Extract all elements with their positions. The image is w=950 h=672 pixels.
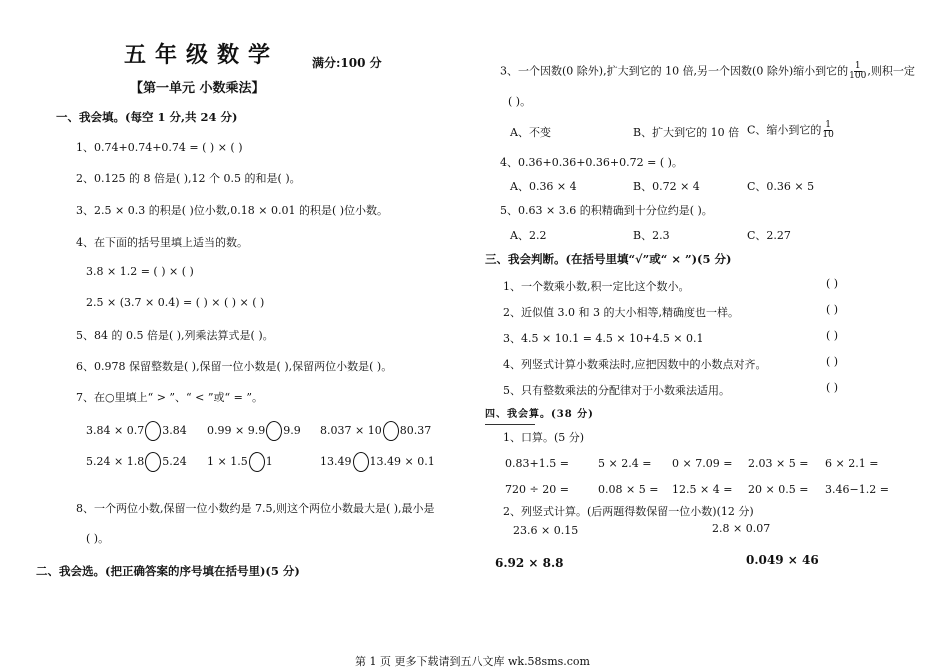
q4b: 2.5 × (3.7 × 0.4) = ( ) × ( ) × ( ) <box>86 296 265 309</box>
compare-left: 13.49 <box>320 455 352 468</box>
vertical-item: 2.8 × 0.07 <box>712 522 771 535</box>
r-q4-opt-b: B、0.72 × 4 <box>633 180 700 193</box>
page-footer: 第 1 页 更多下载请到五八文库 wk.58sms.com <box>355 655 590 668</box>
judge-paren[interactable]: ( ) <box>826 329 839 342</box>
page-title: 五年级数学 <box>124 42 280 68</box>
oral-item: 0 × 7.09 = <box>672 457 733 470</box>
q2: 2、0.125 的 8 倍是( ),12 个 0.5 的和是( )。 <box>76 172 301 185</box>
oral-item: 5 × 2.4 = <box>598 457 652 470</box>
q8-line2: ( )。 <box>86 532 110 545</box>
judge-item-5: 5、只有整数乘法的分配律对于小数乘法适用。 <box>503 384 730 397</box>
compare-left: 3.84 × 0.7 <box>86 424 145 437</box>
q5: 5、84 的 0.5 倍是( ),列乘法算式是( )。 <box>76 329 274 342</box>
compare-right: 80.37 <box>399 424 432 437</box>
compare-item <box>86 421 187 441</box>
vertical-item: 23.6 × 0.15 <box>513 524 579 537</box>
oral-item: 0.83+1.5 = <box>505 457 569 470</box>
judge-item-2: 2、近似值 3.0 和 3 的大小相等,精确度也一样。 <box>503 306 739 319</box>
q4a: 3.8 × 1.2 = ( ) × ( ) <box>86 265 194 278</box>
r-q3-text-end: ,则积一定 <box>867 64 915 78</box>
r-q3 <box>500 62 915 81</box>
compare-circle[interactable] <box>249 452 265 472</box>
compare-circle[interactable] <box>145 421 161 441</box>
r-q3-opt-a: A、不变 <box>510 126 551 139</box>
compare-circle[interactable] <box>383 421 399 441</box>
judge-paren[interactable]: ( ) <box>826 277 839 290</box>
judge-paren[interactable]: ( ) <box>826 355 839 368</box>
compare-item <box>207 421 301 441</box>
compare-circle[interactable] <box>145 452 161 472</box>
section-2-title: 二、我会选。(把正确答案的序号填在括号里)(5 分) <box>36 564 300 578</box>
compare-left: 8.037 × 10 <box>320 424 382 437</box>
compare-left: 5.24 × 1.8 <box>86 455 145 468</box>
compare-right: 1 <box>265 455 273 468</box>
full-score: 满分:100 分 <box>312 56 382 70</box>
compare-item <box>320 421 431 441</box>
r-q3-opt-b: B、扩大到它的 10 倍 <box>633 126 740 139</box>
oral-item: 2.03 × 5 = <box>748 457 809 470</box>
q6: 6、0.978 保留整数是( ),保留一位小数是( ),保留两位小数是( )。 <box>76 360 393 373</box>
compare-circle[interactable] <box>266 421 282 441</box>
oral-item: 720 ÷ 20 = <box>505 483 569 496</box>
r-q3-opt-c <box>747 121 835 140</box>
compare-item <box>86 452 187 472</box>
oral-item: 3.46−1.2 = <box>825 483 889 496</box>
compare-right: 5.24 <box>162 455 187 468</box>
vertical-item: 6.92 × 8.8 <box>495 556 564 570</box>
judge-item-4: 4、列竖式计算小数乘法时,应把因数中的小数点对齐。 <box>503 358 767 371</box>
fraction <box>822 121 833 140</box>
compare-item <box>320 452 435 472</box>
compare-left: 1 × 1.5 <box>207 455 248 468</box>
compare-right: 3.84 <box>162 424 187 437</box>
oral-title: 1、口算。(5 分) <box>503 431 585 444</box>
q4: 4、在下面的括号里填上适当的数。 <box>76 236 248 249</box>
compare-circle[interactable] <box>353 452 369 472</box>
r-q4-opt-c: C、0.36 × 5 <box>747 180 815 193</box>
r-q3-blank: ( )。 <box>508 95 532 108</box>
r-q5: 5、0.63 × 3.6 的积精确到十分位约是( )。 <box>500 204 713 217</box>
compare-item <box>207 452 273 472</box>
r-q3-text: 3、一个因数(0 除外),扩大到它的 10 倍,另一个因数(0 除外)缩小到它的 <box>500 64 849 78</box>
q7: 7、在○里填上“ > ”、“ < ”或“ = ”。 <box>76 391 263 404</box>
r-q4: 4、0.36+0.36+0.36+0.72 = ( )。 <box>500 156 683 169</box>
compare-right: 9.9 <box>283 424 301 437</box>
judge-paren[interactable]: ( ) <box>826 303 839 316</box>
section-1-title: 一、我会填。(每空 1 分,共 24 分) <box>56 110 238 124</box>
compare-left: 0.99 × 9.9 <box>207 424 266 437</box>
section-3-title: 三、我会判断。(在括号里填“√”或“ × ”)(5 分) <box>485 252 732 266</box>
r-q4-opt-a: A、0.36 × 4 <box>510 180 577 193</box>
fraction <box>849 62 866 81</box>
fraction-denominator: 10 <box>822 130 834 140</box>
fraction-numerator: 1 <box>825 120 832 130</box>
r-q5-opt-b: B、2.3 <box>633 229 670 242</box>
vertical-title: 2、列竖式计算。(后两题得数保留一位小数)(12 分) <box>503 505 754 518</box>
r-q3-opt-c-text: C、缩小到它的 <box>747 123 822 137</box>
oral-item: 0.08 × 5 = <box>598 483 659 496</box>
judge-item-1: 1、一个数乘小数,积一定比这个数小。 <box>503 280 690 293</box>
oral-item: 6 × 2.1 = <box>825 457 879 470</box>
r-q5-opt-c: C、2.27 <box>747 229 791 242</box>
compare-right: 13.49 × 0.1 <box>369 455 435 468</box>
judge-item-3: 3、4.5 × 10.1 = 4.5 × 10+4.5 × 0.1 <box>503 332 704 345</box>
vertical-item: 0.049 × 46 <box>746 553 819 567</box>
fraction-denominator: 100 <box>849 71 867 81</box>
oral-item: 12.5 × 4 = <box>672 483 733 496</box>
q3: 3、2.5 × 0.3 的积是( )位小数,0.18 × 0.01 的积是( )位小数。 <box>76 204 389 217</box>
section-divider <box>485 424 535 425</box>
r-q5-opt-a: A、2.2 <box>510 229 547 242</box>
judge-paren[interactable]: ( ) <box>826 381 839 394</box>
unit-subtitle: 【第一单元 小数乘法】 <box>130 81 265 96</box>
section-4-title: 四、我会算。(38 分) <box>485 409 594 420</box>
fraction-numerator: 1 <box>854 61 861 71</box>
oral-item: 20 × 0.5 = <box>748 483 809 496</box>
q1: 1、0.74+0.74+0.74 = ( ) × ( ) <box>76 141 243 154</box>
q8-line1: 8、一个两位小数,保留一位小数约是 7.5,则这个两位小数最大是( ),最小是 <box>76 502 435 515</box>
